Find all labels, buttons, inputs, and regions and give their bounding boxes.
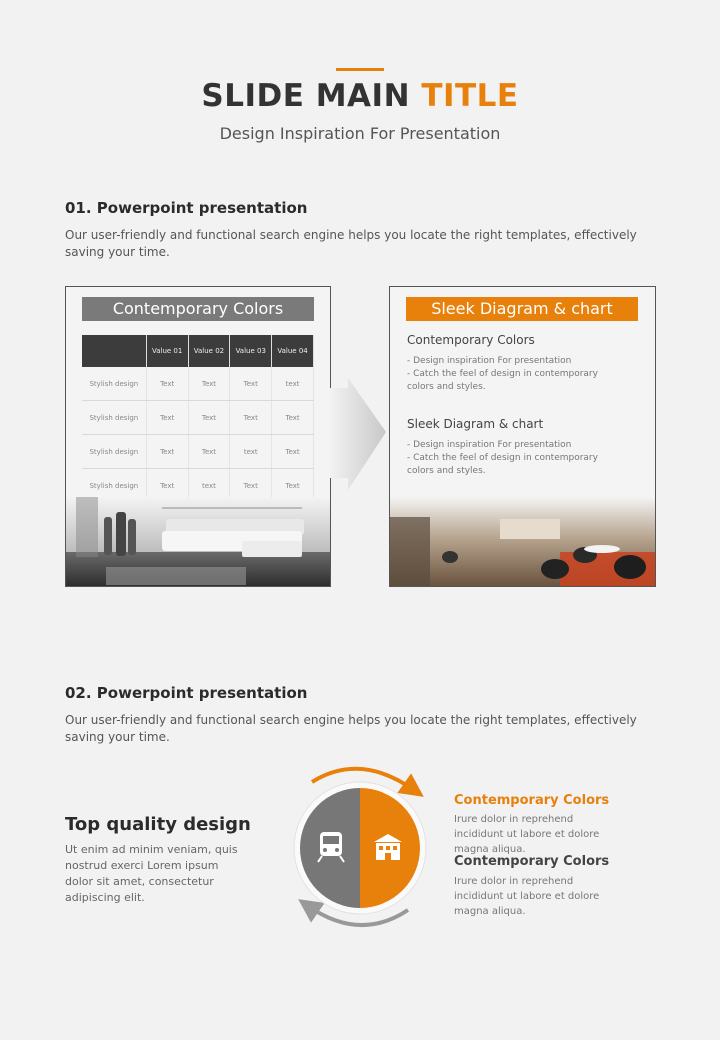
left-panel [65,286,331,587]
cycle-diagram [290,760,430,940]
right-block2-line2: - Catch the feel of design in contemporary colors and styles. [407,453,598,476]
right-block2-heading: Sleek Diagram & chart [407,417,544,431]
table-row [82,367,314,401]
table-cell: Text [146,367,188,401]
table-cell: Text [230,469,272,504]
table-header-cell: Value 04 [272,335,314,367]
slide-subtitle: Design Inspiration For Presentation [219,124,501,143]
right-block2-line1: - Design inspiration For presentation [407,440,572,450]
table-row [82,435,314,469]
table-header-cell [82,335,146,367]
data-table [82,335,314,504]
table-cell: Text [146,469,188,504]
table-cell: text [230,435,272,469]
table-cell: Text [146,435,188,469]
table-cell: Text [188,435,230,469]
table-cell: Text [272,401,314,435]
title-accent: TITLE [421,78,519,114]
title-accent-bar [336,68,384,71]
arrow-right-icon [330,372,390,494]
section1-heading: 01. Powerpoint presentation [65,199,308,217]
right-block1-heading: Contemporary Colors [407,333,535,347]
table-cell: Stylish design [82,469,146,504]
table-header-row [82,335,314,367]
table-header-cell: Value 03 [230,335,272,367]
slide-title [0,78,720,114]
right-block1-line1: - Design inspiration For presentation [407,356,572,366]
table-cell: Text [188,367,230,401]
quality-text: Ut enim ad minim veniam, quis nostrud exerci Lorem ipsum dolor sit amet, consectetur adipiscing elit. [65,843,238,904]
side-item1-heading: Contemporary Colors [454,793,610,808]
side-item1-text: Irure dolor in reprehend incididunt ut labore et dolore magna aliqua. [454,814,600,855]
right-panel-banner: Sleek Diagram & chart [406,297,638,321]
office-photo [390,497,655,586]
right-block1-line2: - Catch the feel of design in contemporary colors and styles. [407,369,598,392]
table-cell: Stylish design [82,435,146,469]
table-row [82,401,314,435]
side-item2-heading: Contemporary Colors [454,854,610,869]
table-cell: Text [146,401,188,435]
left-panel-banner: Contemporary Colors [82,297,314,321]
right-panel [389,286,656,587]
living-room-photo [66,497,330,586]
table-cell: Text [188,401,230,435]
table-cell: Text [230,367,272,401]
title-main: SLIDE MAIN [201,78,422,114]
section2-heading: 02. Powerpoint presentation [65,684,308,702]
table-cell: Stylish design [82,367,146,401]
table-cell: Text [272,435,314,469]
section2-body: Our user-friendly and functional search engine helps you locate the right templates, effectively saving your time. [65,713,637,744]
table-cell: text [188,469,230,504]
quality-title: Top quality design [65,814,251,835]
side-item2-text: Irure dolor in reprehend incididunt ut labore et dolore magna aliqua. [454,876,600,917]
table-cell: text [272,367,314,401]
table-cell: Stylish design [82,401,146,435]
table-header-cell: Value 01 [146,335,188,367]
table-cell: Text [272,469,314,504]
table-header-cell: Value 02 [188,335,230,367]
section1-body: Our user-friendly and functional search engine helps you locate the right templates, effectively saving your time. [65,228,637,259]
table-cell: Text [230,401,272,435]
